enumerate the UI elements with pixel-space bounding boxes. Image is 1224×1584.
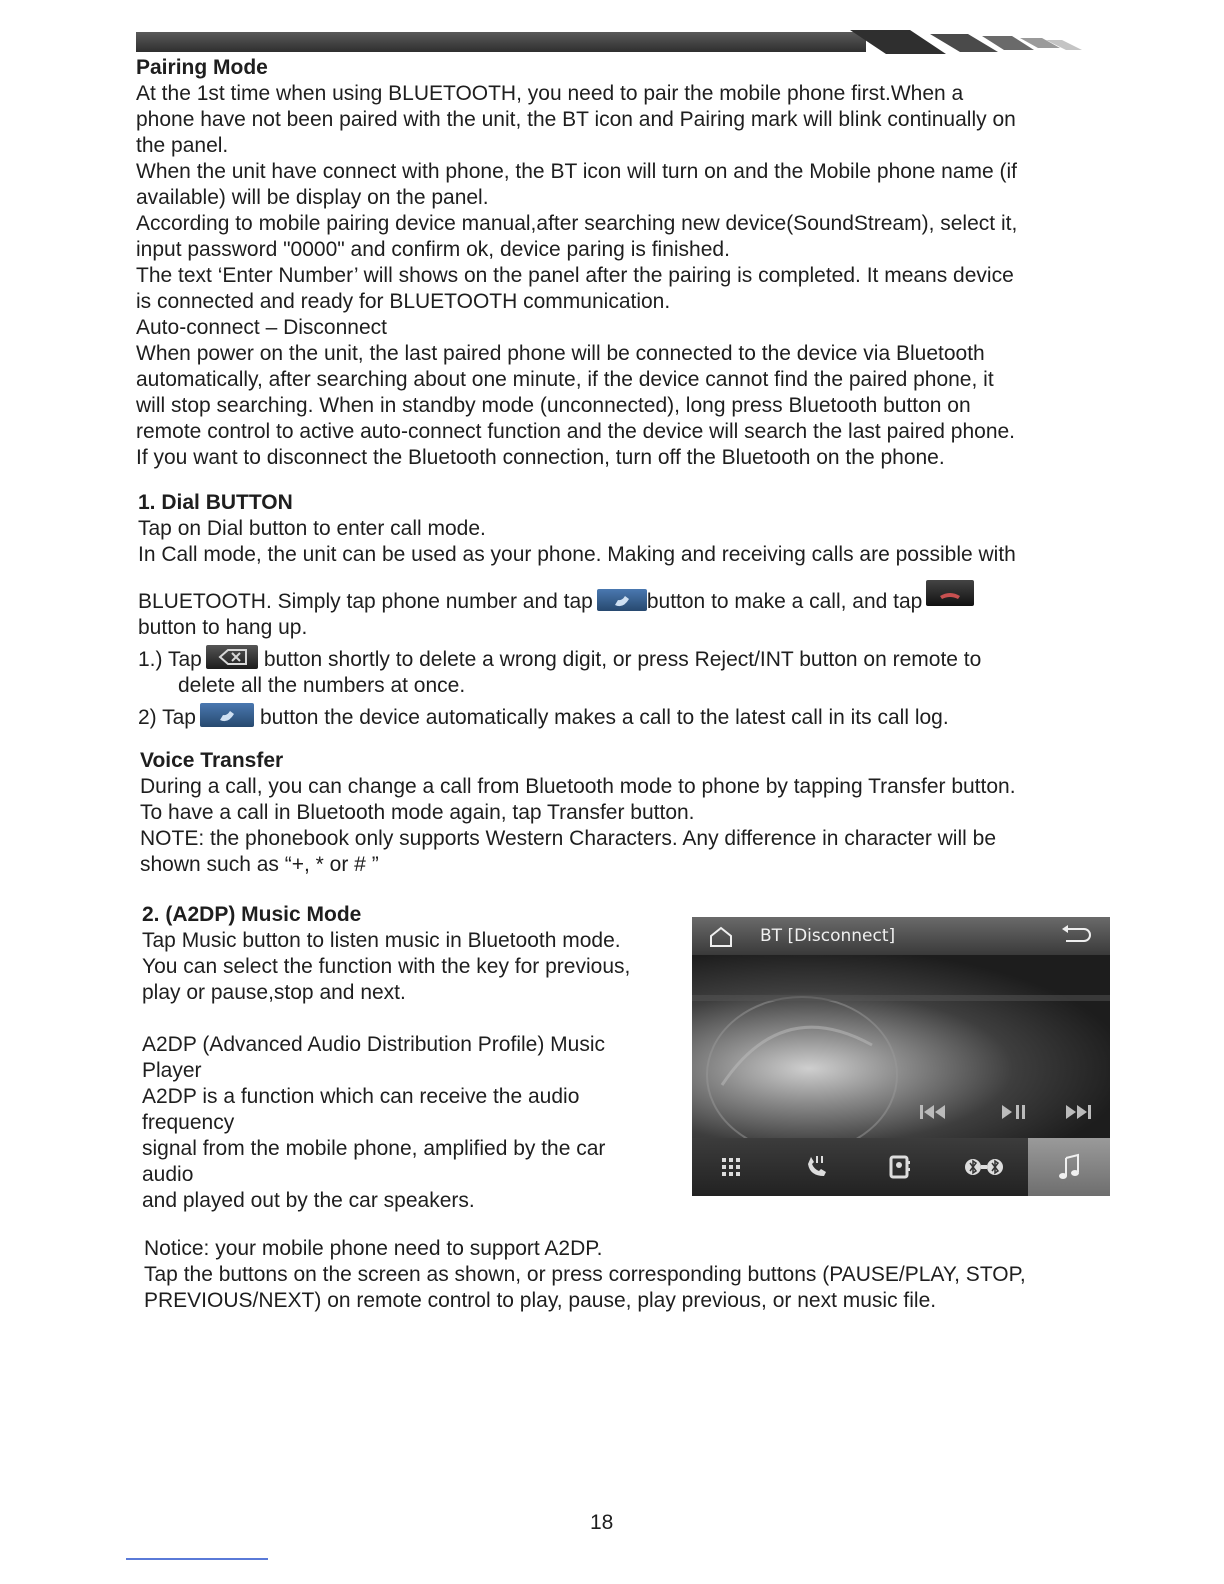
dial-text: delete all the numbers at once. xyxy=(178,674,466,697)
music-line: Player xyxy=(142,1059,202,1082)
music-line: A2DP (Advanced Audio Distribution Profile) Music xyxy=(142,1033,605,1056)
music-line: You can select the function with the key for previous, xyxy=(142,955,631,978)
notice-section xyxy=(144,1236,1144,1314)
pairing-line: If you want to disconnect the Bluetooth connection, turn off the Bluetooth on the phone. xyxy=(136,446,945,469)
back-icon[interactable] xyxy=(1060,925,1092,947)
pairing-line: The text ‘Enter Number’ will shows on the panel after the pairing is completed. It means device xyxy=(136,264,1014,287)
pairing-line: At the 1st time when using BLUETOOTH, you need to pair the mobile phone first.When a xyxy=(136,82,964,105)
phonebook-tab[interactable] xyxy=(860,1138,942,1196)
pairing-line: the panel. xyxy=(136,134,229,157)
music-section xyxy=(142,902,682,1214)
music-line: frequency xyxy=(142,1111,235,1134)
music-line: and played out by the car speakers. xyxy=(142,1189,475,1212)
keypad-icon xyxy=(720,1156,742,1178)
pairing-line: automatically, after searching about one minute, if the device cannot find the paired phone, it xyxy=(136,368,994,391)
dial-line: In Call mode, the unit can be used as your phone. Making and receiving calls are possible with xyxy=(138,543,1016,566)
play-pause-icon[interactable] xyxy=(994,1097,1034,1127)
call-log-icon xyxy=(804,1154,830,1180)
header-bar xyxy=(136,32,866,52)
dial-text: button to make a call, and tap xyxy=(646,590,923,613)
dial-text: button shortly to delete a wrong digit, or press Reject/INT button on remote to xyxy=(263,648,982,671)
album-art xyxy=(692,955,1110,1138)
dial-text: button the device automatically makes a call to the latest call in its call log. xyxy=(260,706,949,729)
dial-heading: 1. Dial BUTTON xyxy=(138,491,293,514)
previous-track-icon[interactable] xyxy=(914,1097,954,1127)
dial-line: button to hang up. xyxy=(138,616,308,639)
pairing-line: remote control to active auto-connect function and the device will search the last paired phone. xyxy=(136,420,1016,443)
voice-line: shown such as “+, * or # ” xyxy=(140,853,379,876)
bluetooth-link-tab[interactable] xyxy=(944,1138,1026,1196)
dial-text: 1.) Tap xyxy=(138,648,202,671)
bluetooth-link-icon xyxy=(964,1156,1004,1178)
dial-section xyxy=(138,490,1016,731)
voice-transfer-section xyxy=(140,748,1016,878)
bt-music-player-screenshot xyxy=(692,917,1110,1196)
keypad-tab[interactable] xyxy=(692,1138,774,1196)
player-title: BT [Disconnect] xyxy=(760,926,896,946)
pairing-line: When power on the unit, the last paired phone will be connected to the device via Bluetooth xyxy=(136,342,985,365)
voice-heading: Voice Transfer xyxy=(140,749,284,772)
music-icon xyxy=(1058,1152,1082,1182)
music-line: A2DP is a function which can receive the audio xyxy=(142,1085,580,1108)
player-header xyxy=(692,917,1110,956)
notice-line: PREVIOUS/NEXT) on remote control to play, pause, play previous, or next music file. xyxy=(144,1289,937,1312)
pairing-line: Auto-connect – Disconnect xyxy=(136,316,387,339)
redial-button-icon xyxy=(200,703,254,727)
header-stripes xyxy=(850,24,1090,54)
dial-item-1 xyxy=(138,645,1016,673)
dial-item-2 xyxy=(138,703,1016,731)
voice-line: To have a call in Bluetooth mode again, tap Transfer button. xyxy=(140,801,695,824)
call-log-tab[interactable] xyxy=(776,1138,858,1196)
pairing-line: phone have not been paired with the unit, the BT icon and Pairing mark will blink continually on xyxy=(136,108,1016,131)
phonebook-icon xyxy=(888,1154,912,1180)
dial-text: 2) Tap xyxy=(138,706,196,729)
pairing-section xyxy=(136,55,1017,471)
pairing-line: is connected and ready for BLUETOOTH communication. xyxy=(136,290,671,313)
dial-text: BLUETOOTH. Simply tap phone number and tap xyxy=(138,590,593,613)
music-tab[interactable] xyxy=(1028,1138,1110,1196)
voice-line: NOTE: the phonebook only supports Western Characters. Any difference in character will be xyxy=(140,827,996,850)
music-line: Tap Music button to listen music in Bluetooth mode. xyxy=(142,929,621,952)
hang-up-button-icon xyxy=(926,580,974,606)
delete-button-icon xyxy=(206,645,258,669)
music-heading: 2. (A2DP) Music Mode xyxy=(142,903,362,926)
footer-line xyxy=(126,1558,268,1560)
pairing-line: When the unit have connect with phone, the BT icon will turn on and the Mobile phone name (if xyxy=(136,160,1017,183)
music-line: play or pause,stop and next. xyxy=(142,981,406,1004)
page-number: 18 xyxy=(590,1511,614,1534)
voice-line: During a call, you can change a call from Bluetooth mode to phone by tapping Transfer button. xyxy=(140,775,1016,798)
pairing-line: input password "0000" and confirm ok, device paring is finished. xyxy=(136,238,730,261)
pairing-heading: Pairing Mode xyxy=(136,56,268,79)
dial-line xyxy=(138,580,1016,615)
music-line: audio xyxy=(142,1163,194,1186)
notice-line: Notice: your mobile phone need to support A2DP. xyxy=(144,1237,603,1260)
player-bottom-bar xyxy=(692,1138,1110,1196)
dial-line: Tap on Dial button to enter call mode. xyxy=(138,517,486,540)
pairing-line: available) will be display on the panel. xyxy=(136,186,489,209)
pairing-line: will stop searching. When in standby mode (unconnected), long press Bluetooth button on xyxy=(136,394,971,417)
notice-line: Tap the buttons on the screen as shown, or press corresponding buttons (PAUSE/PLAY, STOP, xyxy=(144,1263,1026,1286)
music-line: signal from the mobile phone, amplified by the car xyxy=(142,1137,606,1160)
home-icon[interactable] xyxy=(708,926,734,948)
next-track-icon[interactable] xyxy=(1060,1097,1100,1127)
call-button-icon xyxy=(597,589,647,611)
pairing-line: According to mobile pairing device manual,after searching new device(SoundStream), select it, xyxy=(136,212,1018,235)
